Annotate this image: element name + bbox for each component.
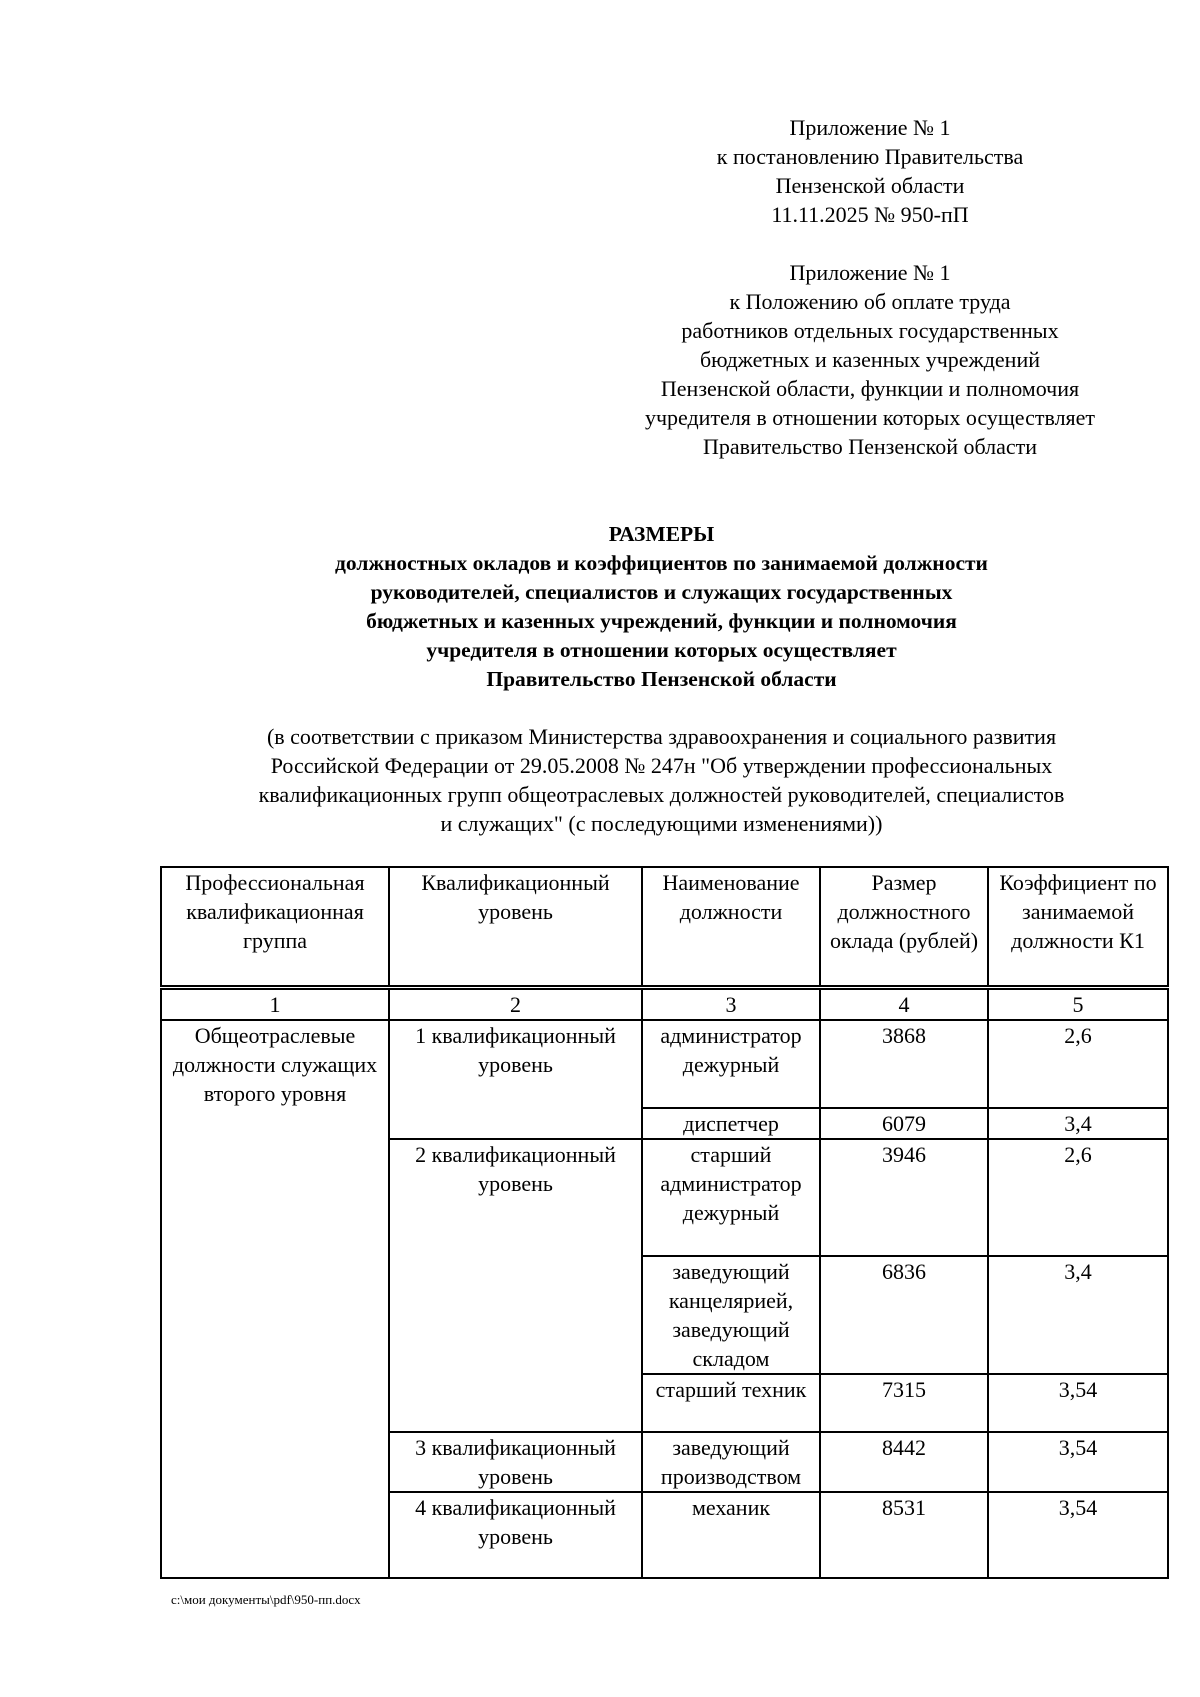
- column-number: 4: [820, 989, 988, 1020]
- salary-cell: 8442: [820, 1432, 988, 1492]
- salary-cell: 3868: [820, 1020, 988, 1108]
- column-number: 3: [642, 989, 820, 1020]
- appendix-line: Правительство Пензенской области: [702, 434, 1038, 459]
- salary-cell: 3946: [820, 1139, 988, 1256]
- salary-cell: 6836: [820, 1256, 988, 1374]
- header-cell-group: Профессиональная квалификационная группа: [161, 867, 389, 986]
- header-cell-coefficient: Коэффициент по занимаемой должности К1: [988, 867, 1168, 986]
- column-number: 5: [988, 989, 1168, 1020]
- header-cell-level: Квалификационный уровень: [389, 867, 642, 986]
- appendix-regulation: [620, 258, 1120, 461]
- appendix-line: учредителя в отношении которых осуществляет: [644, 405, 1096, 430]
- qualification-group-cell: Общеотраслевые должности служащих второго уровня: [161, 1020, 389, 1578]
- title-heading: РАЗМЕРЫ: [608, 522, 715, 546]
- coefficient-cell: 3,4: [988, 1256, 1168, 1374]
- coefficient-cell: 3,54: [988, 1492, 1168, 1578]
- table-row: [161, 1020, 1168, 1108]
- basis-line: и служащих" (с последующими изменениями)): [440, 811, 883, 836]
- appendix-line: к Положению об оплате труда: [729, 289, 1011, 314]
- basis-line: Российской Федерации от 29.05.2008 № 247н "Об утверждении профессиональных: [270, 753, 1053, 778]
- salary-cell: 6079: [820, 1108, 988, 1139]
- coefficient-cell: 3,4: [988, 1108, 1168, 1139]
- salary-table: [160, 988, 1169, 1579]
- appendix-line: Приложение № 1: [789, 260, 951, 285]
- column-number: 1: [161, 989, 389, 1020]
- title-line: руководителей, специалистов и служащих государственных: [370, 580, 953, 604]
- qualification-level-cell: 4 квалификационный уровень: [389, 1492, 642, 1578]
- qualification-level-cell: 2 квалификационный уровень: [389, 1139, 642, 1432]
- appendix-line: Пензенской области: [775, 173, 965, 198]
- title-line: бюджетных и казенных учреждений, функции и полномочия: [366, 609, 957, 633]
- legal-basis-note: [150, 722, 1173, 838]
- title-line: учредителя в отношении которых осуществляет: [426, 638, 897, 662]
- salary-table-header: [160, 866, 1169, 987]
- file-path-footer: c:\мои документы\pdf\950-пп.docx: [171, 1592, 361, 1607]
- salary-cell: 7315: [820, 1374, 988, 1432]
- column-number: 2: [389, 989, 642, 1020]
- qualification-level-cell: 1 квалификационный уровень: [389, 1020, 642, 1139]
- column-number-row: [161, 989, 1168, 1020]
- position-name-cell: администратор дежурный: [642, 1020, 820, 1108]
- salary-cell: 8531: [820, 1492, 988, 1578]
- decree-date-number: 11.11.2025 № 950-пП: [771, 202, 969, 227]
- coefficient-cell: 2,6: [988, 1139, 1168, 1256]
- position-name-cell: заведующий производством: [642, 1432, 820, 1492]
- coefficient-cell: 2,6: [988, 1020, 1168, 1108]
- appendix-line: Приложение № 1: [789, 115, 951, 140]
- appendix-line: бюджетных и казенных учреждений: [699, 347, 1041, 372]
- appendix-line: работников отдельных государственных: [681, 318, 1059, 343]
- title-line: должностных окладов и коэффициентов по занимаемой должности: [335, 551, 988, 575]
- position-name-cell: заведующий канцелярией, заведующий складом: [642, 1256, 820, 1374]
- qualification-level-cell: 3 квалификационный уровень: [389, 1432, 642, 1492]
- basis-line: квалификационных групп общеотраслевых должностей руководителей, специалистов: [258, 782, 1065, 807]
- appendix-govt-decree: [660, 113, 1080, 229]
- position-name-cell: старший техник: [642, 1374, 820, 1432]
- header-row: [161, 867, 1168, 986]
- appendix-line: Пензенской области, функции и полномочия: [660, 376, 1080, 401]
- position-name-cell: диспетчер: [642, 1108, 820, 1139]
- position-name-cell: механик: [642, 1492, 820, 1578]
- position-name-cell: старший администратор дежурный: [642, 1139, 820, 1256]
- document-title: [150, 520, 1173, 694]
- basis-line: (в соответствии с приказом Министерства здравоохранения и социального развития: [266, 724, 1057, 749]
- appendix-line: к постановлению Правительства: [716, 144, 1024, 169]
- title-line: Правительство Пензенской области: [486, 667, 837, 691]
- coefficient-cell: 3,54: [988, 1374, 1168, 1432]
- coefficient-cell: 3,54: [988, 1432, 1168, 1492]
- header-cell-position: Наименование должности: [642, 867, 820, 986]
- header-cell-salary: Размер должностного оклада (рублей): [820, 867, 988, 986]
